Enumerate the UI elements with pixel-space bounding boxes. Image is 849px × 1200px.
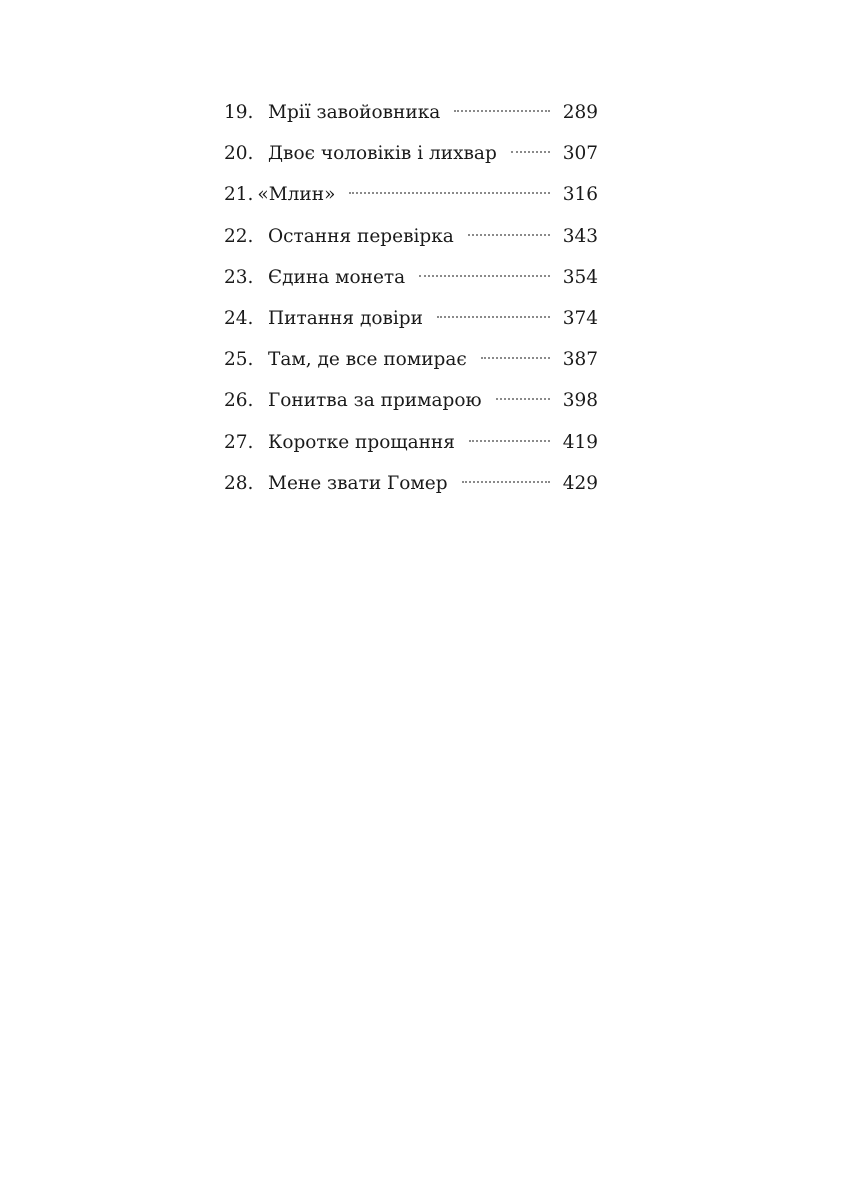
page-number: 316 [562,184,598,206]
toc-entry-28 [224,473,598,514]
dot-leader [496,398,550,400]
toc-entry-21 [224,184,598,225]
chapter-number: 26. [224,390,254,412]
chapter-title: Мрії завойовника [268,102,441,123]
dot-leader [419,275,550,277]
chapter-title: Там, де все помирає [268,349,467,371]
toc-entry-24 [224,308,598,349]
dot-leader [468,234,550,236]
toc-entry-23 [224,267,598,308]
dot-leader [481,357,550,359]
chapter-title: Коротке прощання [268,431,455,453]
chapter-number: 20. [224,143,254,165]
page-number: 289 [562,102,598,123]
page-number: 374 [562,307,598,329]
dot-leader [437,316,550,318]
chapter-number: 24. [224,307,254,329]
chapter-title: Мене звати Гомер [268,472,448,494]
page-number: 307 [562,143,598,165]
page-number: 387 [562,349,598,371]
chapter-number: 28. [224,472,254,494]
page-number: 419 [562,431,598,453]
toc-entry-27 [224,432,598,473]
chapter-number: 19. [224,102,254,123]
chapter-number: 25. [224,349,254,371]
toc-entry-20 [224,143,598,184]
chapter-title: Питання довіри [268,307,423,329]
dot-leader [469,440,550,442]
toc-entry-19 [224,102,598,143]
chapter-number: 23. [224,266,254,288]
table-of-contents [224,102,598,514]
toc-entry-26 [224,390,598,431]
chapter-title: Остання перевірка [268,225,454,247]
page-number: 398 [562,390,598,412]
chapter-title: «Млин» [257,184,336,206]
chapter-title: Гонитва за примарою [268,390,482,412]
toc-entry-22 [224,226,598,267]
chapter-number: 21. [224,184,254,206]
dot-leader [462,481,550,483]
toc-entry-25 [224,349,598,390]
page-number: 343 [562,225,598,247]
chapter-number: 27. [224,431,254,453]
chapter-number: 22. [224,225,254,247]
dot-leader [349,192,550,194]
dot-leader [511,151,550,153]
page-number: 429 [562,472,598,494]
chapter-title: Єдина монета [268,266,406,288]
page-number: 354 [562,266,598,288]
dot-leader [454,110,550,112]
chapter-title: Двоє чоловіків і лихвар [268,143,497,165]
